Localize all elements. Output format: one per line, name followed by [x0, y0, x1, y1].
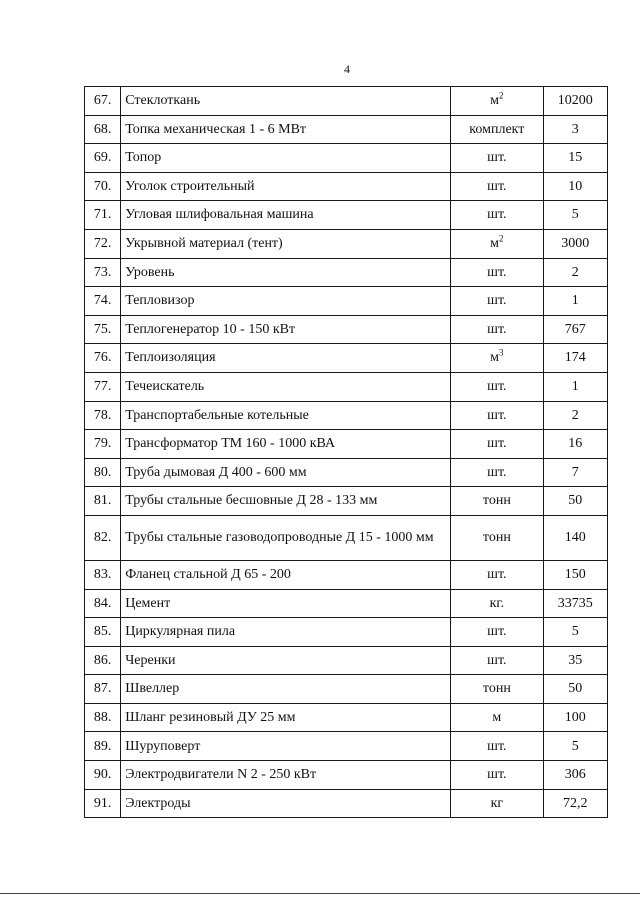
items-table — [84, 86, 608, 818]
item-quantity: 7 — [543, 458, 607, 487]
row-number: 77. — [85, 372, 121, 401]
item-unit: м — [490, 93, 500, 109]
item-unit: кг — [490, 795, 504, 811]
item-unit-cell — [451, 87, 544, 116]
table-row — [85, 144, 608, 173]
row-number: 90. — [85, 761, 121, 790]
row-number: 74. — [85, 287, 121, 316]
item-unit-cell — [451, 144, 544, 173]
item-name: Укрывной материал (тент) — [121, 229, 451, 258]
item-unit: шт. — [487, 567, 507, 582]
item-quantity: 767 — [543, 315, 607, 344]
item-quantity: 3000 — [543, 229, 607, 258]
item-unit-cell — [451, 618, 544, 647]
item-name: Трансформатор ТМ 160 - 1000 кВА — [121, 430, 451, 459]
row-number: 76. — [85, 344, 121, 373]
item-name: Труба дымовая Д 400 - 600 мм — [121, 458, 451, 487]
item-quantity: 2 — [543, 258, 607, 287]
item-quantity: 1 — [543, 372, 607, 401]
row-number: 87. — [85, 675, 121, 704]
item-name: Топор — [121, 144, 451, 173]
item-quantity: 5 — [543, 618, 607, 647]
item-unit: шт. — [487, 652, 507, 668]
item-unit-cell — [451, 646, 544, 675]
item-unit-cell — [451, 515, 544, 560]
item-name: Трубы стальные бесшовные Д 28 - 133 мм — [121, 487, 451, 516]
row-number: 84. — [85, 589, 121, 618]
row-number: 68. — [85, 115, 121, 144]
item-quantity: 10 — [543, 172, 607, 201]
table-row — [85, 344, 608, 373]
table-row — [85, 458, 608, 487]
item-unit-cell — [451, 344, 544, 373]
item-unit: тонн — [482, 530, 511, 546]
item-quantity: 5 — [543, 732, 607, 761]
item-name: Трубы стальные газоводопроводные Д 15 - 1000 мм — [121, 515, 451, 560]
item-name: Электроды — [121, 789, 451, 818]
item-unit: шт. — [487, 207, 507, 223]
item-unit: м — [492, 709, 502, 725]
table-row — [85, 258, 608, 287]
item-name: Цемент — [121, 589, 451, 618]
item-unit: кг. — [489, 595, 505, 611]
item-unit: тонн — [482, 681, 511, 697]
table-row — [85, 401, 608, 430]
table-row — [85, 87, 608, 116]
row-number: 81. — [85, 487, 121, 516]
item-unit: тонн — [482, 493, 511, 509]
item-quantity: 33735 — [543, 589, 607, 618]
row-number: 80. — [85, 458, 121, 487]
item-unit-cell — [451, 372, 544, 401]
item-unit-cell — [451, 487, 544, 516]
item-unit-cell — [451, 115, 544, 144]
item-unit: шт. — [487, 624, 507, 640]
row-number: 67. — [85, 87, 121, 116]
item-unit-cell — [451, 430, 544, 459]
item-quantity: 10200 — [543, 87, 607, 116]
item-name: Угловая шлифовальная машина — [121, 201, 451, 230]
item-unit-cell — [451, 258, 544, 287]
item-quantity: 2 — [543, 401, 607, 430]
item-unit: шт. — [487, 264, 507, 280]
row-number: 89. — [85, 732, 121, 761]
item-name: Топка механическая 1 - 6 МВт — [121, 115, 451, 144]
item-name: Течеискатель — [121, 372, 451, 401]
item-unit: шт. — [487, 464, 507, 480]
item-quantity: 140 — [543, 515, 607, 560]
row-number: 88. — [85, 703, 121, 732]
item-name: Теплогенератор 10 - 150 кВт — [121, 315, 451, 344]
table-row — [85, 589, 608, 618]
item-unit: м — [490, 236, 500, 252]
row-number: 91. — [85, 789, 121, 818]
item-name: Транспортабельные котельные — [121, 401, 451, 430]
item-unit-exponent: 2 — [499, 233, 504, 244]
table-row — [85, 487, 608, 516]
item-name: Тепловизор — [121, 287, 451, 316]
item-unit-cell — [451, 229, 544, 258]
table-row — [85, 172, 608, 201]
item-quantity: 1 — [543, 287, 607, 316]
item-unit: шт. — [487, 436, 507, 452]
item-quantity: 50 — [543, 487, 607, 516]
table-row — [85, 372, 608, 401]
item-quantity: 150 — [543, 560, 607, 589]
item-unit-cell — [451, 287, 544, 316]
row-number: 75. — [85, 315, 121, 344]
table-row — [85, 229, 608, 258]
row-number: 86. — [85, 646, 121, 675]
item-unit-cell — [451, 560, 544, 589]
row-number: 72. — [85, 229, 121, 258]
item-unit-cell — [451, 172, 544, 201]
item-unit: м — [490, 350, 500, 366]
item-unit-cell — [451, 201, 544, 230]
item-name: Швеллер — [121, 675, 451, 704]
item-unit-cell — [451, 732, 544, 761]
item-quantity: 100 — [543, 703, 607, 732]
table-row — [85, 789, 608, 818]
item-unit: шт. — [487, 767, 507, 783]
item-quantity: 306 — [543, 761, 607, 790]
item-unit-cell — [451, 789, 544, 818]
item-unit: шт. — [487, 321, 507, 337]
item-quantity: 174 — [543, 344, 607, 373]
item-unit: комплект — [469, 121, 525, 137]
item-quantity: 72,2 — [543, 789, 607, 818]
table-row — [85, 515, 608, 560]
table-row — [85, 761, 608, 790]
item-quantity: 16 — [543, 430, 607, 459]
row-number: 85. — [85, 618, 121, 647]
page-bottom-rule — [0, 893, 640, 894]
item-unit-cell — [451, 401, 544, 430]
row-number: 83. — [85, 560, 121, 589]
row-number: 70. — [85, 172, 121, 201]
table-row — [85, 703, 608, 732]
item-unit: шт. — [487, 293, 507, 309]
item-quantity: 50 — [543, 675, 607, 704]
table-row — [85, 732, 608, 761]
item-name: Циркулярная пила — [121, 618, 451, 647]
item-unit: шт. — [487, 738, 507, 754]
row-number: 78. — [85, 401, 121, 430]
item-unit-exponent: 3 — [499, 347, 504, 358]
item-name: Теплоизоляция — [121, 344, 451, 373]
item-quantity: 15 — [543, 144, 607, 173]
item-unit: шт. — [487, 150, 507, 166]
item-unit: шт. — [487, 178, 507, 194]
item-unit-cell — [451, 675, 544, 704]
item-unit-exponent: 2 — [499, 90, 504, 101]
item-unit-cell — [451, 458, 544, 487]
table-row — [85, 560, 608, 589]
item-unit: шт. — [487, 379, 507, 395]
row-number: 79. — [85, 430, 121, 459]
item-name: Стеклоткань — [121, 87, 451, 116]
items-table-body — [85, 87, 608, 818]
item-unit-cell — [451, 761, 544, 790]
item-quantity: 5 — [543, 201, 607, 230]
row-number: 82. — [85, 515, 121, 560]
table-row — [85, 315, 608, 344]
item-unit-cell — [451, 703, 544, 732]
item-quantity: 35 — [543, 646, 607, 675]
item-unit-cell — [451, 315, 544, 344]
item-name: Уровень — [121, 258, 451, 287]
row-number: 73. — [85, 258, 121, 287]
item-unit-cell — [451, 589, 544, 618]
item-name: Шуруповерт — [121, 732, 451, 761]
item-name: Уголок строительный — [121, 172, 451, 201]
item-name: Черенки — [121, 646, 451, 675]
table-row — [85, 618, 608, 647]
item-name: Шланг резиновый ДУ 25 мм — [121, 703, 451, 732]
table-row — [85, 115, 608, 144]
row-number: 71. — [85, 201, 121, 230]
item-quantity: 3 — [543, 115, 607, 144]
table-row — [85, 675, 608, 704]
table-row — [85, 287, 608, 316]
item-name: Электродвигатели N 2 - 250 кВт — [121, 761, 451, 790]
item-unit: шт. — [487, 407, 507, 423]
item-name: Фланец стальной Д 65 - 200 — [121, 560, 451, 589]
table-row — [85, 201, 608, 230]
page-number: 4 — [344, 62, 350, 76]
row-number: 69. — [85, 144, 121, 173]
table-row — [85, 646, 608, 675]
table-row — [85, 430, 608, 459]
